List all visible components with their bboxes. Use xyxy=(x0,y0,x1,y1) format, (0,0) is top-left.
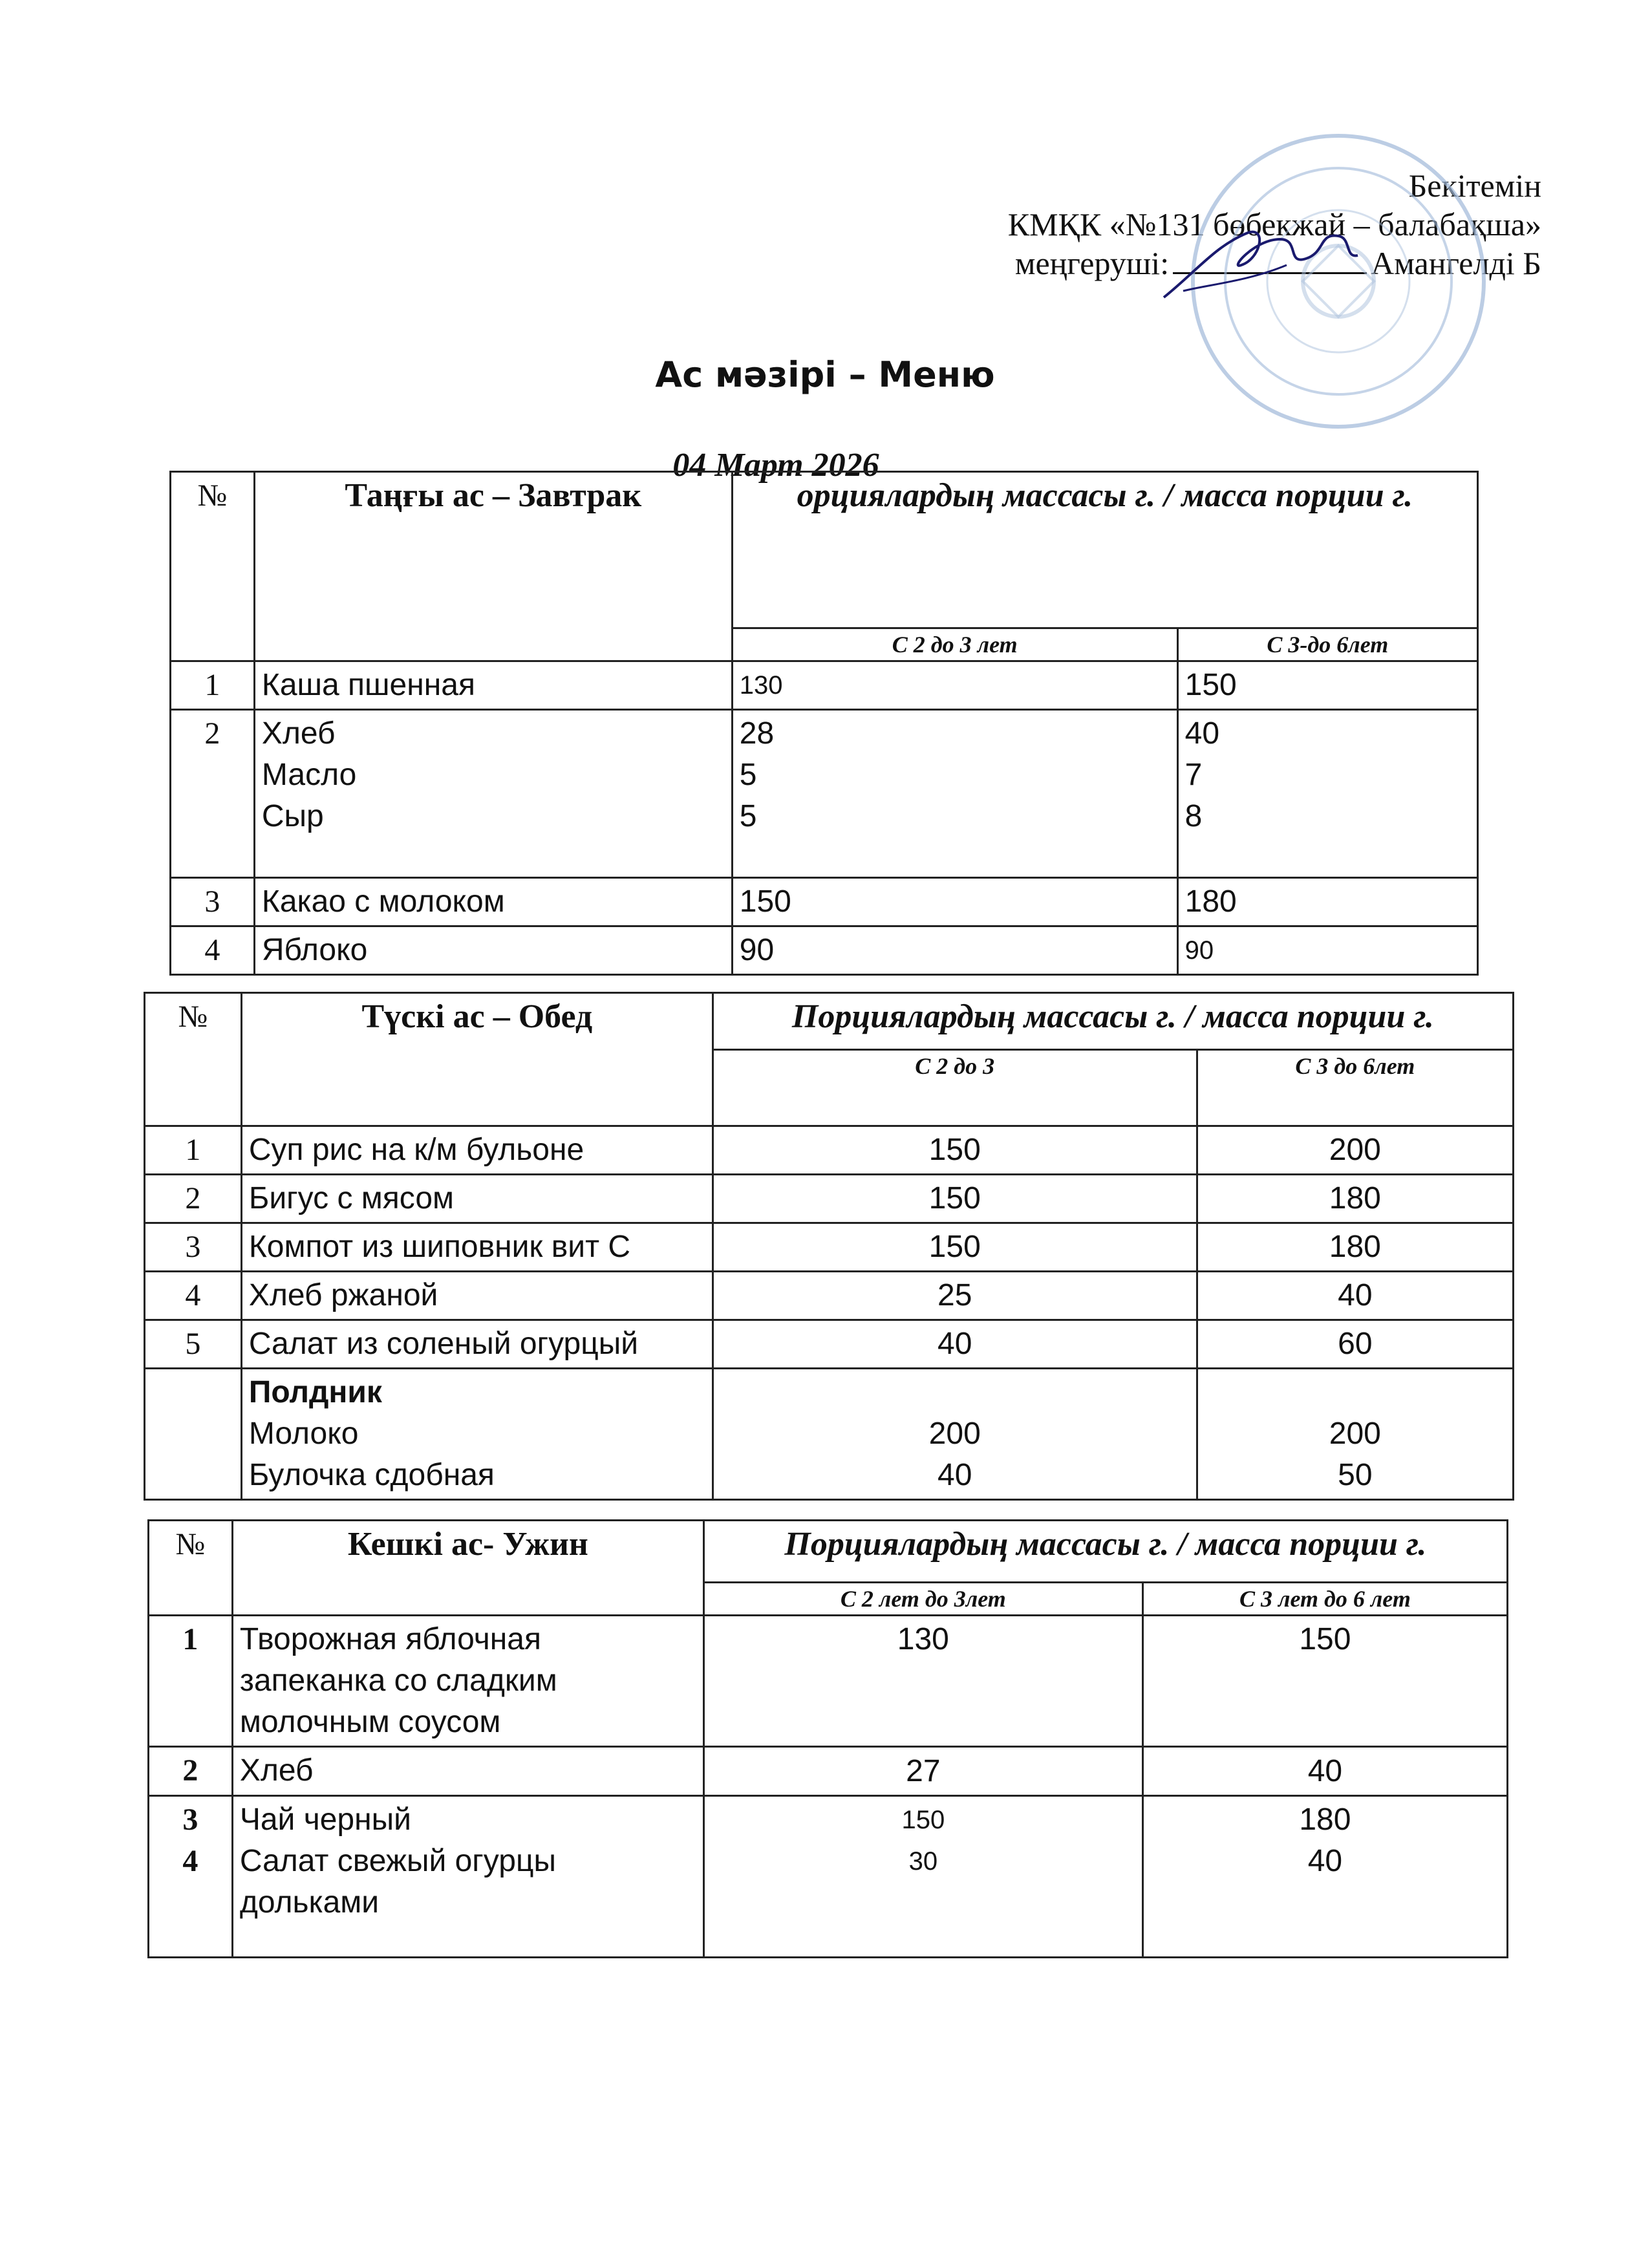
dish-name: Творожная яблочная xyxy=(239,1622,541,1656)
table-row xyxy=(149,1796,1508,1958)
table-row xyxy=(171,710,1478,878)
table-row-snack xyxy=(145,1369,1514,1500)
age-group-header: С 2 до 3 лет xyxy=(732,628,1177,661)
breakfast-table xyxy=(169,471,1479,976)
portion-value: 150 xyxy=(712,1223,1197,1272)
dish-name: Бигус с мясом xyxy=(241,1175,712,1223)
age-group-header: С 2 до 3 xyxy=(712,1050,1197,1126)
dish-name: Компот из шиповник вит С xyxy=(241,1223,712,1272)
portion-mass-header: орциялардың массасы г. / масса порции г. xyxy=(732,472,1477,628)
portion-value: 25 xyxy=(712,1272,1197,1320)
dish-name: Булочка сдобная xyxy=(248,1458,495,1492)
portion-value: 5 xyxy=(739,799,757,833)
portion-value: 130 xyxy=(732,661,1177,710)
dish-name: Хлеб xyxy=(261,716,336,751)
portion-value: 5 xyxy=(739,758,757,792)
dish-name: Салат свежый огурцы xyxy=(239,1844,556,1878)
portion-values xyxy=(1197,1369,1513,1500)
portion-mass-header: Порциялардың массасы г. / масса порции г. xyxy=(703,1521,1507,1583)
table-row xyxy=(149,1616,1508,1747)
row-number: 2 xyxy=(149,1747,233,1796)
portion-value: 150 xyxy=(712,1175,1197,1223)
table-row xyxy=(145,1320,1514,1369)
row-numbers xyxy=(149,1796,233,1958)
table-row xyxy=(145,1126,1514,1175)
table-row xyxy=(171,926,1478,975)
menu-date: 04 Март 2026 xyxy=(672,447,879,484)
portion-value: 40 xyxy=(1184,716,1220,751)
dish-list xyxy=(232,1796,703,1958)
dish-name: молочным соусом xyxy=(239,1705,501,1739)
table-row xyxy=(171,878,1478,926)
row-number: 1 xyxy=(145,1126,242,1175)
handwritten-signature xyxy=(1157,220,1364,304)
table-row xyxy=(149,1747,1508,1796)
portion-value: 150 xyxy=(1177,661,1477,710)
dish-name: Каша пшенная xyxy=(254,661,732,710)
portion-value: 40 xyxy=(938,1458,972,1492)
meal-header: Кешкі ас- Ужин xyxy=(232,1521,703,1616)
approval-organization: КМҚК «№131 бөбекжай – балабақша» xyxy=(1007,206,1541,242)
lunch-table xyxy=(144,992,1514,1501)
approval-heading: Бекітемін xyxy=(1408,167,1541,204)
portion-value: 28 xyxy=(739,716,775,751)
portion-value: 60 xyxy=(1197,1320,1513,1369)
dish-name: Масло xyxy=(261,758,357,792)
portion-values xyxy=(1177,710,1477,878)
row-number-empty xyxy=(145,1369,242,1500)
portion-value: 150 xyxy=(732,878,1177,926)
dish-name: Суп рис на к/м бульоне xyxy=(241,1126,712,1175)
portion-value: 180 xyxy=(1177,878,1477,926)
row-number: 3 xyxy=(171,878,255,926)
meal-header: Таңғы ас – Завтрак xyxy=(254,472,732,661)
portion-value: 40 xyxy=(1142,1747,1507,1796)
number-header: № xyxy=(149,1521,233,1616)
portion-value: 180 xyxy=(1299,1803,1351,1837)
portion-value: 27 xyxy=(703,1747,1142,1796)
page-title: Ас мәзірі – Меню xyxy=(655,354,995,395)
approval-director-name: Амангелді Б xyxy=(1371,245,1541,281)
portion-value: 130 xyxy=(703,1616,1142,1747)
snack-title: Полдник xyxy=(248,1375,382,1409)
row-number: 2 xyxy=(145,1175,242,1223)
row-number: 3 xyxy=(145,1223,242,1272)
dinner-table xyxy=(147,1519,1508,1958)
dish-name: запеканка со сладким xyxy=(239,1664,557,1698)
dish-name: Яблоко xyxy=(254,926,732,975)
portion-value: 30 xyxy=(908,1847,938,1876)
portion-value: 150 xyxy=(712,1126,1197,1175)
portion-values xyxy=(1142,1796,1507,1958)
table-row xyxy=(145,1175,1514,1223)
meal-header: Түскі ас – Обед xyxy=(241,993,712,1126)
portion-value: 150 xyxy=(1142,1616,1507,1747)
portion-value: 50 xyxy=(1338,1458,1373,1492)
age-group-header: С 3-до 6лет xyxy=(1177,628,1477,661)
portion-values xyxy=(732,710,1177,878)
row-number: 3 xyxy=(182,1803,198,1837)
portion-value: 40 xyxy=(712,1320,1197,1369)
portion-values xyxy=(703,1796,1142,1958)
dish-name: Хлеб xyxy=(232,1747,703,1796)
dish-name: Сыр xyxy=(261,799,324,833)
row-number: 1 xyxy=(171,661,255,710)
dish-name: Какао с молоком xyxy=(254,878,732,926)
portion-value: 180 xyxy=(1197,1223,1513,1272)
row-number: 5 xyxy=(145,1320,242,1369)
portion-value: 180 xyxy=(1197,1175,1513,1223)
portion-value: 40 xyxy=(1307,1844,1343,1878)
portion-value: 200 xyxy=(1329,1417,1381,1451)
portion-value: 8 xyxy=(1184,799,1203,833)
snack-list xyxy=(241,1369,712,1500)
portion-value: 90 xyxy=(732,926,1177,975)
dish-list xyxy=(254,710,732,878)
dish-list xyxy=(232,1616,703,1747)
portion-value: 40 xyxy=(1197,1272,1513,1320)
age-group-header: С 2 лет до 3лет xyxy=(703,1583,1142,1616)
row-number: 4 xyxy=(182,1844,198,1878)
dish-name: Молоко xyxy=(248,1417,359,1451)
portion-mass-header: Порциялардың массасы г. / масса порции г. xyxy=(712,993,1513,1050)
portion-value: 7 xyxy=(1184,758,1203,792)
row-number: 1 xyxy=(149,1616,233,1747)
dish-name: Хлеб ржаной xyxy=(241,1272,712,1320)
dish-name: дольками xyxy=(239,1885,380,1920)
age-group-header: С 3 лет до 6 лет xyxy=(1142,1583,1507,1616)
portion-values xyxy=(712,1369,1197,1500)
row-number: 2 xyxy=(171,710,255,878)
table-row xyxy=(145,1223,1514,1272)
table-row xyxy=(171,661,1478,710)
row-number: 4 xyxy=(171,926,255,975)
portion-value: 200 xyxy=(1197,1126,1513,1175)
number-header: № xyxy=(145,993,242,1126)
dish-name: Салат из соленый огурцый xyxy=(241,1320,712,1369)
portion-value: 150 xyxy=(901,1806,945,1834)
approval-director-label: меңгеруші: xyxy=(1014,245,1170,281)
table-row xyxy=(145,1272,1514,1320)
number-header: № xyxy=(171,472,255,661)
dish-name: Чай черный xyxy=(239,1803,411,1837)
row-number: 4 xyxy=(145,1272,242,1320)
portion-value: 200 xyxy=(928,1417,981,1451)
portion-value: 90 xyxy=(1177,926,1477,975)
age-group-header: С 3 до 6лет xyxy=(1197,1050,1513,1126)
